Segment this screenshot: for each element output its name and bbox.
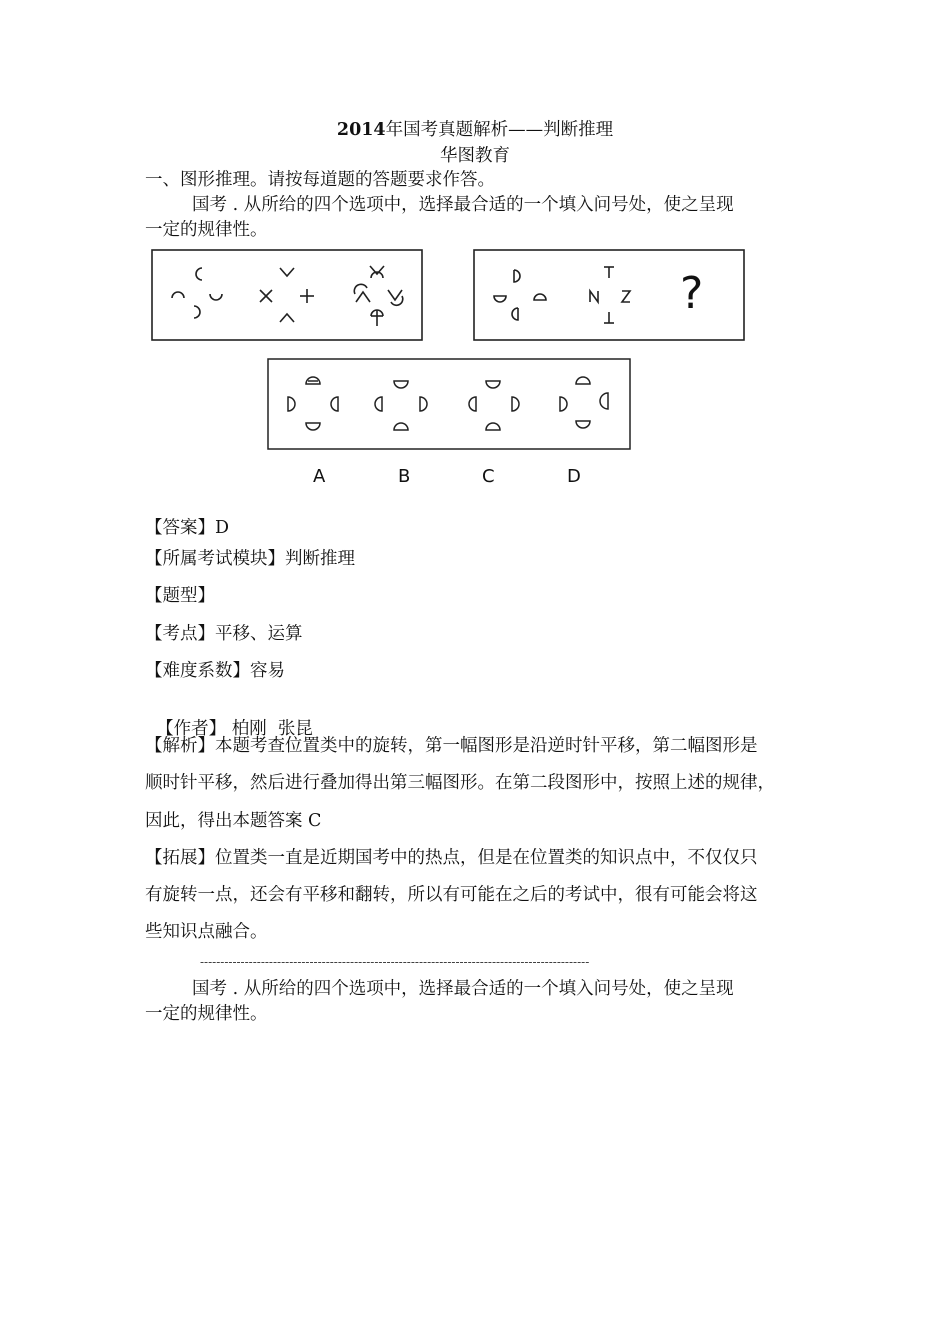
type-line: 【题型】 bbox=[145, 586, 215, 606]
analysis-line1 bbox=[145, 732, 758, 757]
options-figure bbox=[266, 357, 634, 453]
stem-fig1 bbox=[172, 268, 222, 318]
extend-line3: 些知识点融合。 bbox=[145, 922, 268, 942]
title-year: 2014 bbox=[336, 120, 386, 140]
option-label-a: A bbox=[313, 466, 326, 487]
question1-line1: 国考 . 从所给的四个选项中，选择最合适的一个填入问号处，使之呈现 bbox=[192, 195, 734, 215]
extend-text1: 位置类一直是近期国考中的热点，但是在位置类的知识点中，不仅仅只 bbox=[215, 848, 758, 868]
analysis-text1: 本题考查位置类中的旋转，第一幅图形是沿逆时针平移，第二幅图形是 bbox=[215, 736, 758, 756]
analysis-line3: 因此，得出本题答案 C bbox=[145, 811, 322, 831]
option-d-figure bbox=[560, 377, 608, 428]
extend-line1 bbox=[145, 844, 758, 869]
title-text: 年国考真题解析——判断推理 bbox=[385, 120, 614, 140]
question-stem-diagram bbox=[150, 248, 750, 344]
author-value: 柏刚 张昆 bbox=[226, 719, 313, 739]
stem-fig2 bbox=[260, 268, 314, 322]
option-a-figure bbox=[288, 377, 338, 430]
stem-fig4 bbox=[494, 270, 546, 320]
answer-line bbox=[145, 514, 229, 539]
stem-box-right bbox=[474, 250, 744, 340]
question2-line1: 国考 . 从所给的四个选项中，选择最合适的一个填入问号处，使之呈现 bbox=[192, 979, 734, 999]
option-b-figure bbox=[375, 381, 427, 430]
option-label-d: D bbox=[567, 466, 581, 487]
author-label: 【作者】 bbox=[156, 719, 227, 739]
question1-line2: 一定的规律性。 bbox=[145, 220, 268, 240]
option-c-figure bbox=[469, 381, 519, 430]
option-label-c: C bbox=[482, 466, 495, 487]
point-line bbox=[145, 620, 303, 645]
stem-fig3 bbox=[354, 266, 402, 326]
difficulty-value: 容易 bbox=[250, 661, 285, 681]
option-label-b: B bbox=[398, 466, 411, 487]
analysis-label: 【解析】 bbox=[145, 736, 215, 756]
module-line bbox=[145, 545, 355, 570]
question1-figure bbox=[150, 248, 750, 344]
page-subtitle: 华图教育 bbox=[440, 146, 510, 166]
point-label: 【考点】 bbox=[145, 624, 215, 644]
question-mark: ? bbox=[680, 268, 704, 319]
module-value: 判断推理 bbox=[285, 549, 355, 569]
page-title bbox=[0, 116, 950, 141]
extend-line2: 有旋转一点，还会有平移和翻转，所以有可能在之后的考试中，很有可能会将这 bbox=[145, 885, 758, 905]
question2-line2: 一定的规律性。 bbox=[145, 1004, 268, 1024]
answer-value: D bbox=[215, 518, 230, 538]
stem-box-left bbox=[152, 250, 422, 340]
module-label: 【所属考试模块】 bbox=[145, 549, 285, 569]
answer-label: 【答案】 bbox=[145, 518, 215, 538]
stem-fig5 bbox=[590, 267, 630, 323]
extend-label: 【拓展】 bbox=[145, 848, 215, 868]
analysis-line2: 顺时针平移，然后进行叠加得出第三幅图形。在第二段图形中，按照上述的规律， bbox=[145, 773, 775, 793]
difficulty-line bbox=[145, 657, 285, 682]
options-box bbox=[268, 359, 630, 449]
options-diagram bbox=[266, 357, 634, 453]
difficulty-label: 【难度系数】 bbox=[145, 661, 250, 681]
point-value: 平移、运算 bbox=[215, 624, 303, 644]
section-heading: 一、图形推理。请按每道题的答题要求作答。 bbox=[145, 170, 495, 190]
separator-line: ------------------------------------------------------------------------------------------------ bbox=[200, 955, 590, 969]
